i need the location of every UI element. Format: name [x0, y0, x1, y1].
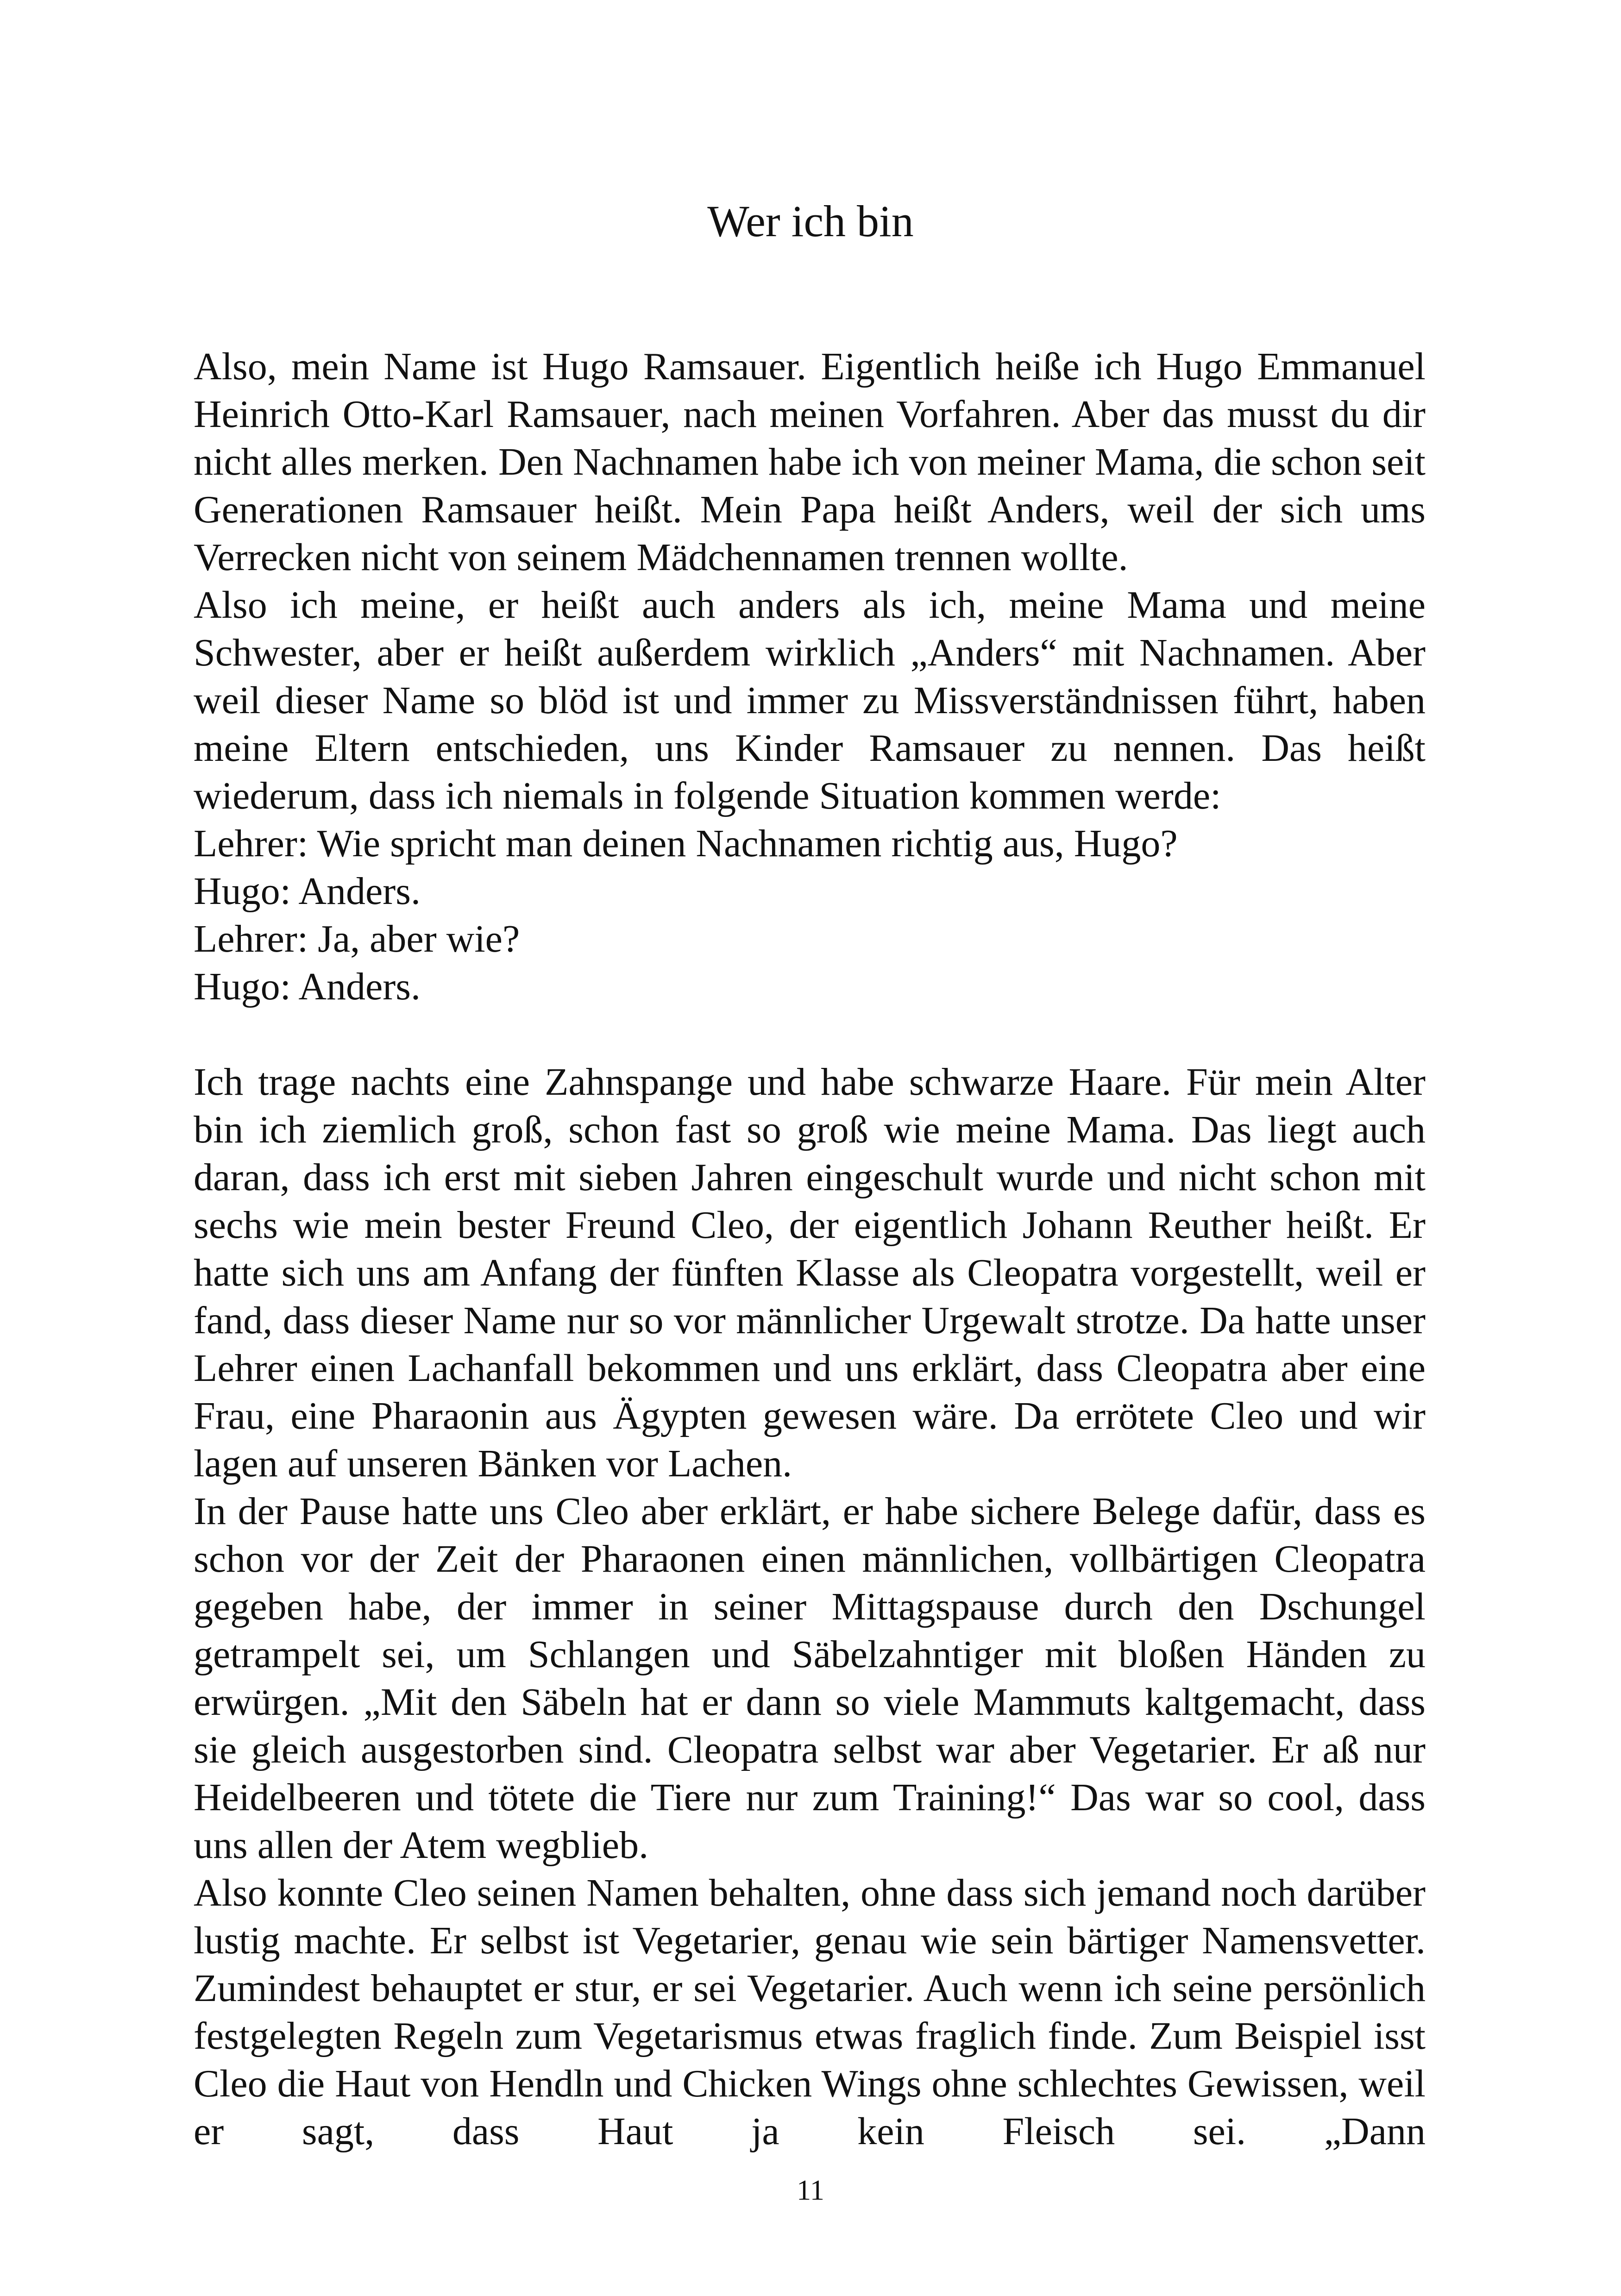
paragraph-spacer [194, 1010, 1426, 1058]
page-number: 11 [797, 2175, 824, 2206]
paragraph-name-intro: Also, mein Name ist Hugo Ramsauer. Eigentlich heiße ich Hugo Emmanuel Heinrich Otto-Karl Ramsauer, nach meinen Vorfahren. Aber das musst du dir nicht alles merken. Den Nachnamen habe ich von meiner Mama, die schon seit Generationen Ramsauer heißt. Mein Papa heißt Anders, weil der sich ums Verrecken nicht von seinem Mädchennamen trennen wollte. [194, 345, 1426, 579]
chapter-title: Wer ich bin [707, 196, 914, 246]
dialogue-line: Lehrer: Wie spricht man deinen Nachnamen richtig aus, Hugo? [194, 822, 1178, 865]
paragraph-anders-explanation: Also ich meine, er heißt auch anders als ich, meine Mama und meine Schwester, aber er heißt außerdem wirklich „Anders“ mit Nachnamen. Aber weil dieser Name so blöd ist und immer zu Missverständnissen führt, haben meine Eltern entschieden, uns Kinder Ramsauer zu nennen. Das heißt wiederum, dass ich niemals in folgende Situation kommen werde: [194, 583, 1426, 817]
paragraph-appearance: Ich trage nachts eine Zahnspange und habe schwarze Haare. Für mein Alter bin ich ziemlich groß, schon fast so groß wie meine Mama. Das liegt auch daran, dass ich erst mit sieben Jahren eingeschult wurde und nicht schon mit sechs wie mein bester Freund Cleo, der eigentlich Johann Reuther heißt. Er hatte sich uns am Anfang der fünften Klasse als Cleopatra vorgestellt, weil er fand, dass dieser Name nur so vor männlicher Urgewalt strotze. Da hatte unser Lehrer einen Lachanfall bekommen und uns erklärt, dass Cleopatra aber eine Frau, eine Pharaonin aus Ägypten gewesen wäre. Da errötete Cleo und wir lagen auf unseren Bänken vor Lachen. [194, 1060, 1426, 1485]
dialogue-line: Hugo: Anders. [194, 870, 421, 913]
body-text [194, 343, 1426, 2155]
paragraph-vegetarian: Also konnte Cleo seinen Namen behalten, ohne dass sich jemand noch darüber lustig machte. Er selbst ist Vegetarier, genau wie sein bärtiger Namensvetter. Zumindest behauptet er stur, er sei Vegetarier. Auch wenn ich seine persönlich festgelegten Regeln zum Vegetarismus etwas fraglich finde. Zum Beispiel isst Cleo die Haut von Hendln und Chicken Wings ohne schlechtes Gewissen, weil er sagt, dass Haut ja kein Fleisch sei. „Dann [194, 1871, 1426, 2153]
dialogue-line: Hugo: Anders. [194, 965, 421, 1008]
dialogue-line: Lehrer: Ja, aber wie? [194, 917, 520, 960]
paragraph-cleopatra-legend: In der Pause hatte uns Cleo aber erklärt, er habe sichere Belege dafür, dass es schon vor der Zeit der Pharaonen einen männlichen, vollbärtigen Cleopatra gegeben habe, der immer in seiner Mittagspause durch den Dschungel getrampelt sei, um Schlangen und Säbelzahntiger mit bloßen Händen zu erwürgen. „Mit den Säbeln hat er dann so viele Mammuts kaltgemacht, dass sie gleich ausgestorben sind. Cleopatra selbst war aber Vegetarier. Er aß nur Heidelbeeren und tötete die Tiere nur zum Training!“ Das war so cool, dass uns allen der Atem wegblieb. [194, 1490, 1426, 1867]
